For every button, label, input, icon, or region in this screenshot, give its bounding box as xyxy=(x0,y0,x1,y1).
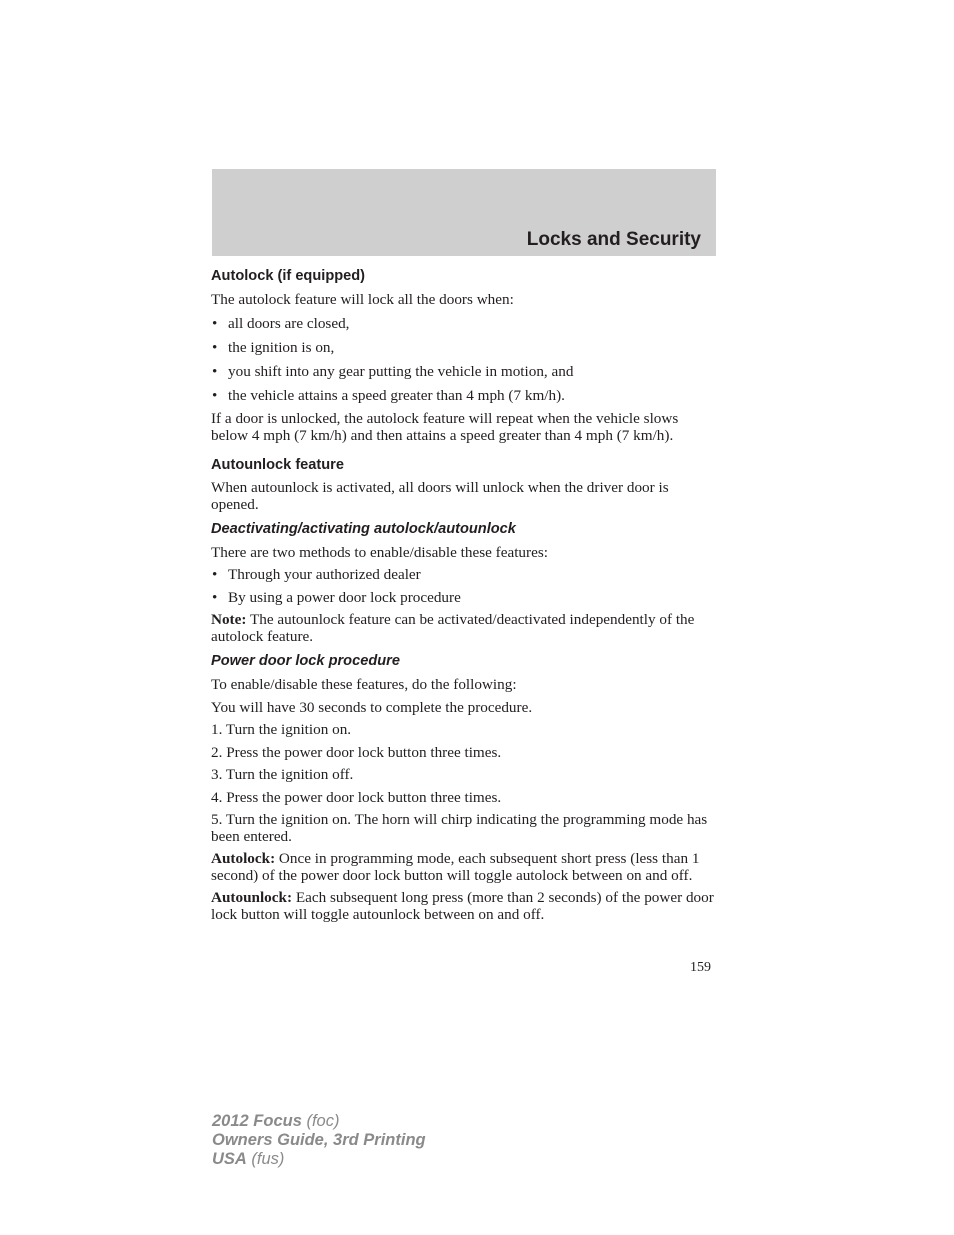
procedure-step: 4. Press the power door lock button three times. xyxy=(211,789,502,806)
procedure-intro: To enable/disable these features, do the following: xyxy=(211,676,517,693)
footer-guide-line: Owners Guide, 3rd Printing xyxy=(212,1131,426,1149)
procedure-step: 1. Turn the ignition on. xyxy=(211,721,352,738)
autounlock-toggle-paragraph: Autounlock: Each subsequent long press (more than 2 seconds) of the power door lock button will toggle autounlock between on and off. xyxy=(211,889,714,923)
deactivating-intro: There are two methods to enable/disable these features: xyxy=(211,544,548,561)
footer-model-line: 2012 Focus (foc) xyxy=(212,1112,340,1130)
procedure-time-limit: You will have 30 seconds to complete the procedure. xyxy=(211,699,533,716)
page-number: 159 xyxy=(690,960,711,975)
section-header-band xyxy=(212,169,716,256)
autolock-bullet: • all doors are closed, xyxy=(212,315,350,332)
page-content xyxy=(211,266,717,923)
footer-market-line: USA (fus) xyxy=(212,1150,285,1168)
autolock-heading: Autolock (if equipped) xyxy=(211,268,366,284)
autolock-intro: The autolock feature will lock all the doors when: xyxy=(211,291,514,308)
document-footer xyxy=(212,1112,426,1169)
autolock-bullet: • you shift into any gear putting the vehicle in motion, and xyxy=(212,363,574,380)
autolock-bullet: • the ignition is on, xyxy=(212,339,335,356)
section-title: Locks and Security xyxy=(526,229,701,250)
procedure-step: 5. Turn the ignition on. The horn will chirp indicating the programming mode has been entered. xyxy=(211,811,708,845)
procedure-step: 3. Turn the ignition off. xyxy=(211,766,354,783)
deactivating-heading: Deactivating/activating autolock/autounlock xyxy=(211,521,516,537)
autolock-repeat-text: If a door is unlocked, the autolock feature will repeat when the vehicle slows below 4 mph (7 km/h) and then attains a speed greater than 4 mph (7 km/h). xyxy=(211,410,679,444)
procedure-heading: Power door lock procedure xyxy=(211,653,400,669)
autounlock-text: When autounlock is activated, all doors will unlock when the driver door is opened. xyxy=(211,479,669,513)
autolock-bullet: • the vehicle attains a speed greater than 4 mph (7 km/h). xyxy=(212,387,565,404)
procedure-step: 2. Press the power door lock button three times. xyxy=(211,744,502,761)
autounlock-label: Autounlock: xyxy=(211,889,293,906)
autolock-toggle-paragraph: Autolock: Once in programming mode, each subsequent short press (less than 1 second) of the power door lock button will toggle autolock between on and off. xyxy=(211,850,700,884)
note-label: Note: xyxy=(211,611,247,628)
method-bullet: • Through your authorized dealer xyxy=(212,566,421,583)
autounlock-heading: Autounlock feature xyxy=(211,457,344,473)
autolock-label: Autolock: xyxy=(211,850,276,867)
method-bullet: • By using a power door lock procedure xyxy=(212,589,461,606)
note-paragraph: Note: The autounlock feature can be activated/deactivated independently of the autolock feature. xyxy=(211,611,695,645)
